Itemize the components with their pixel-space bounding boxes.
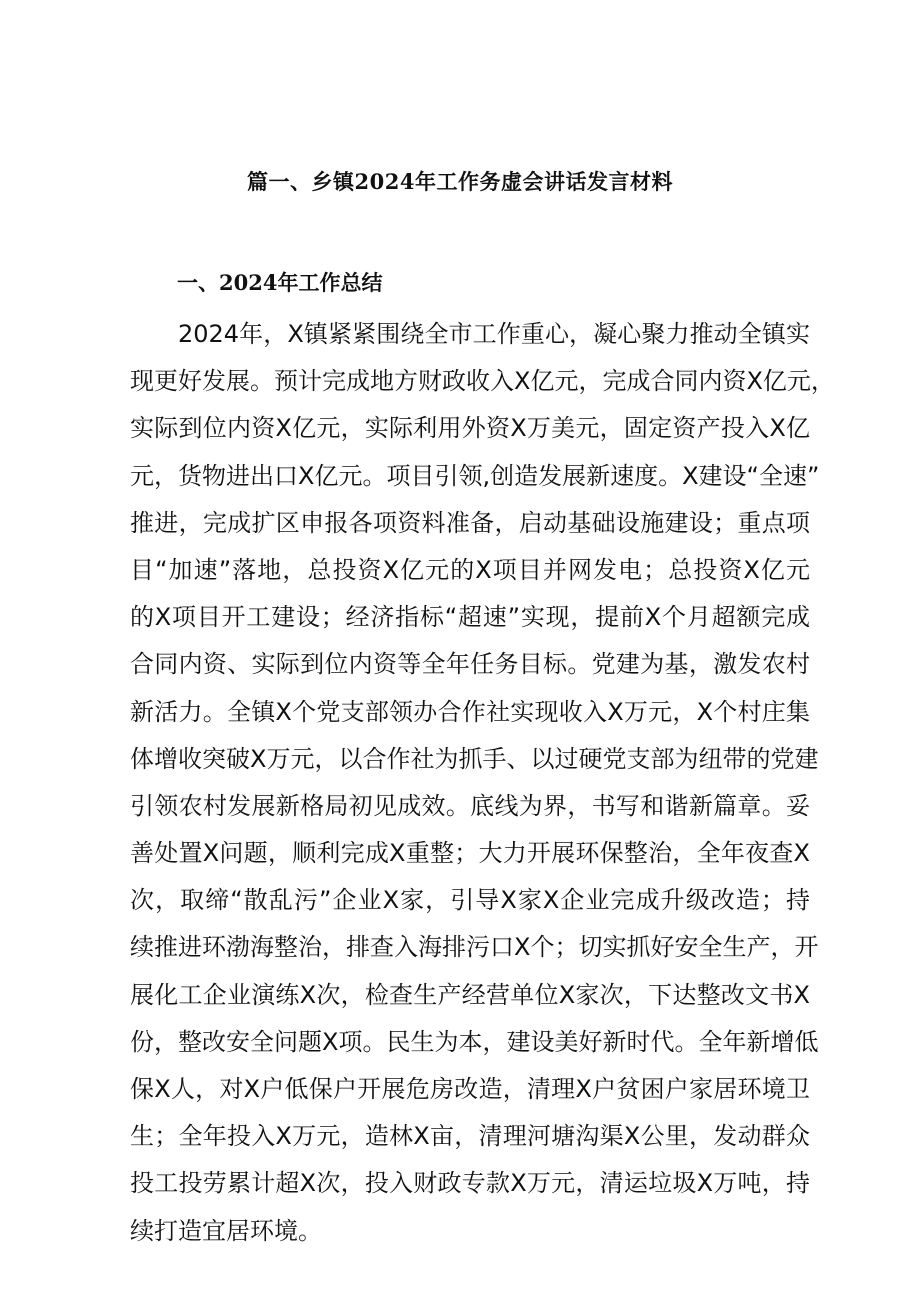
paragraph-line: 续推进环渤海整治，排查入海排污口X个；切实抓好安全生产，开	[130, 933, 819, 962]
paragraph-line: 生；全年投入X万元，造林X亩，清理河塘沟渠X公里，发动群众	[130, 1122, 810, 1151]
paragraph-line: 元，货物进出口X亿元。项目引领,创造发展新速度。X建设“全速”	[130, 461, 820, 490]
paragraph-line: 推进，完成扩区申报各项资料准备，启动基础设施建设；重点项	[130, 508, 810, 537]
paragraph-line: 实际到位内资X亿元，实际利用外资X万美元，固定资产投入X亿	[130, 414, 810, 443]
paragraph-line: 2024年，X镇紧紧围绕全市工作重心，凝心聚力推动全镇实	[178, 320, 810, 348]
paragraph-line: 目“加速”落地，总投资X亿元的X项目并网发电；总投资X亿元	[130, 555, 810, 584]
document-title: 篇一、乡镇2024年工作务虚会讲话发言材料	[247, 169, 673, 194]
paragraph-line: 投工投劳累计超X次，投入财政专款X万元，清运垃圾X万吨，持	[130, 1169, 810, 1198]
body-paragraph	[130, 311, 835, 1255]
paragraph-line: 展化工企业演练X次，检查生产经营单位X家次，下达整改文书X	[130, 980, 810, 1009]
paragraph-line: 份，整改安全问题X项。民生为本，建设美好新时代。全年新增低	[130, 1027, 819, 1056]
paragraph-line: 保X人，对X户低保户开展危房改造，清理X户贫困户家居环境卫	[130, 1075, 810, 1103]
paragraph-line: 现更好发展。预计完成地方财政收入X亿元，完成合同内资X亿元，	[130, 367, 835, 396]
paragraph-line: 合同内资、实际到位内资等全年任务目标。党建为基，激发农村	[130, 650, 810, 679]
paragraph-line: 体增收突破X万元，以合作社为抓手、以过硬党支部为纽带的党建	[130, 744, 819, 773]
paragraph-line: 续打造宜居环境。	[130, 1216, 322, 1245]
paragraph-line: 的X项目开工建设；经济指标“超速”实现，提前X个月超额完成	[130, 603, 810, 632]
section-heading: 一、2024年工作总结	[177, 270, 383, 295]
paragraph-line: 次，取缔“散乱污”企业X家，引导X家X企业完成升级改造；持	[130, 886, 810, 915]
paragraph-line: 善处置X问题，顺利完成X重整；大力开展环保整治，全年夜查X	[130, 839, 810, 868]
paragraph-line: 新活力。全镇X个党支部领办合作社实现收入X万元，X个村庄集	[130, 697, 810, 726]
paragraph-line: 引领农村发展新格局初见成效。底线为界，书写和谐新篇章。妥	[130, 791, 810, 820]
